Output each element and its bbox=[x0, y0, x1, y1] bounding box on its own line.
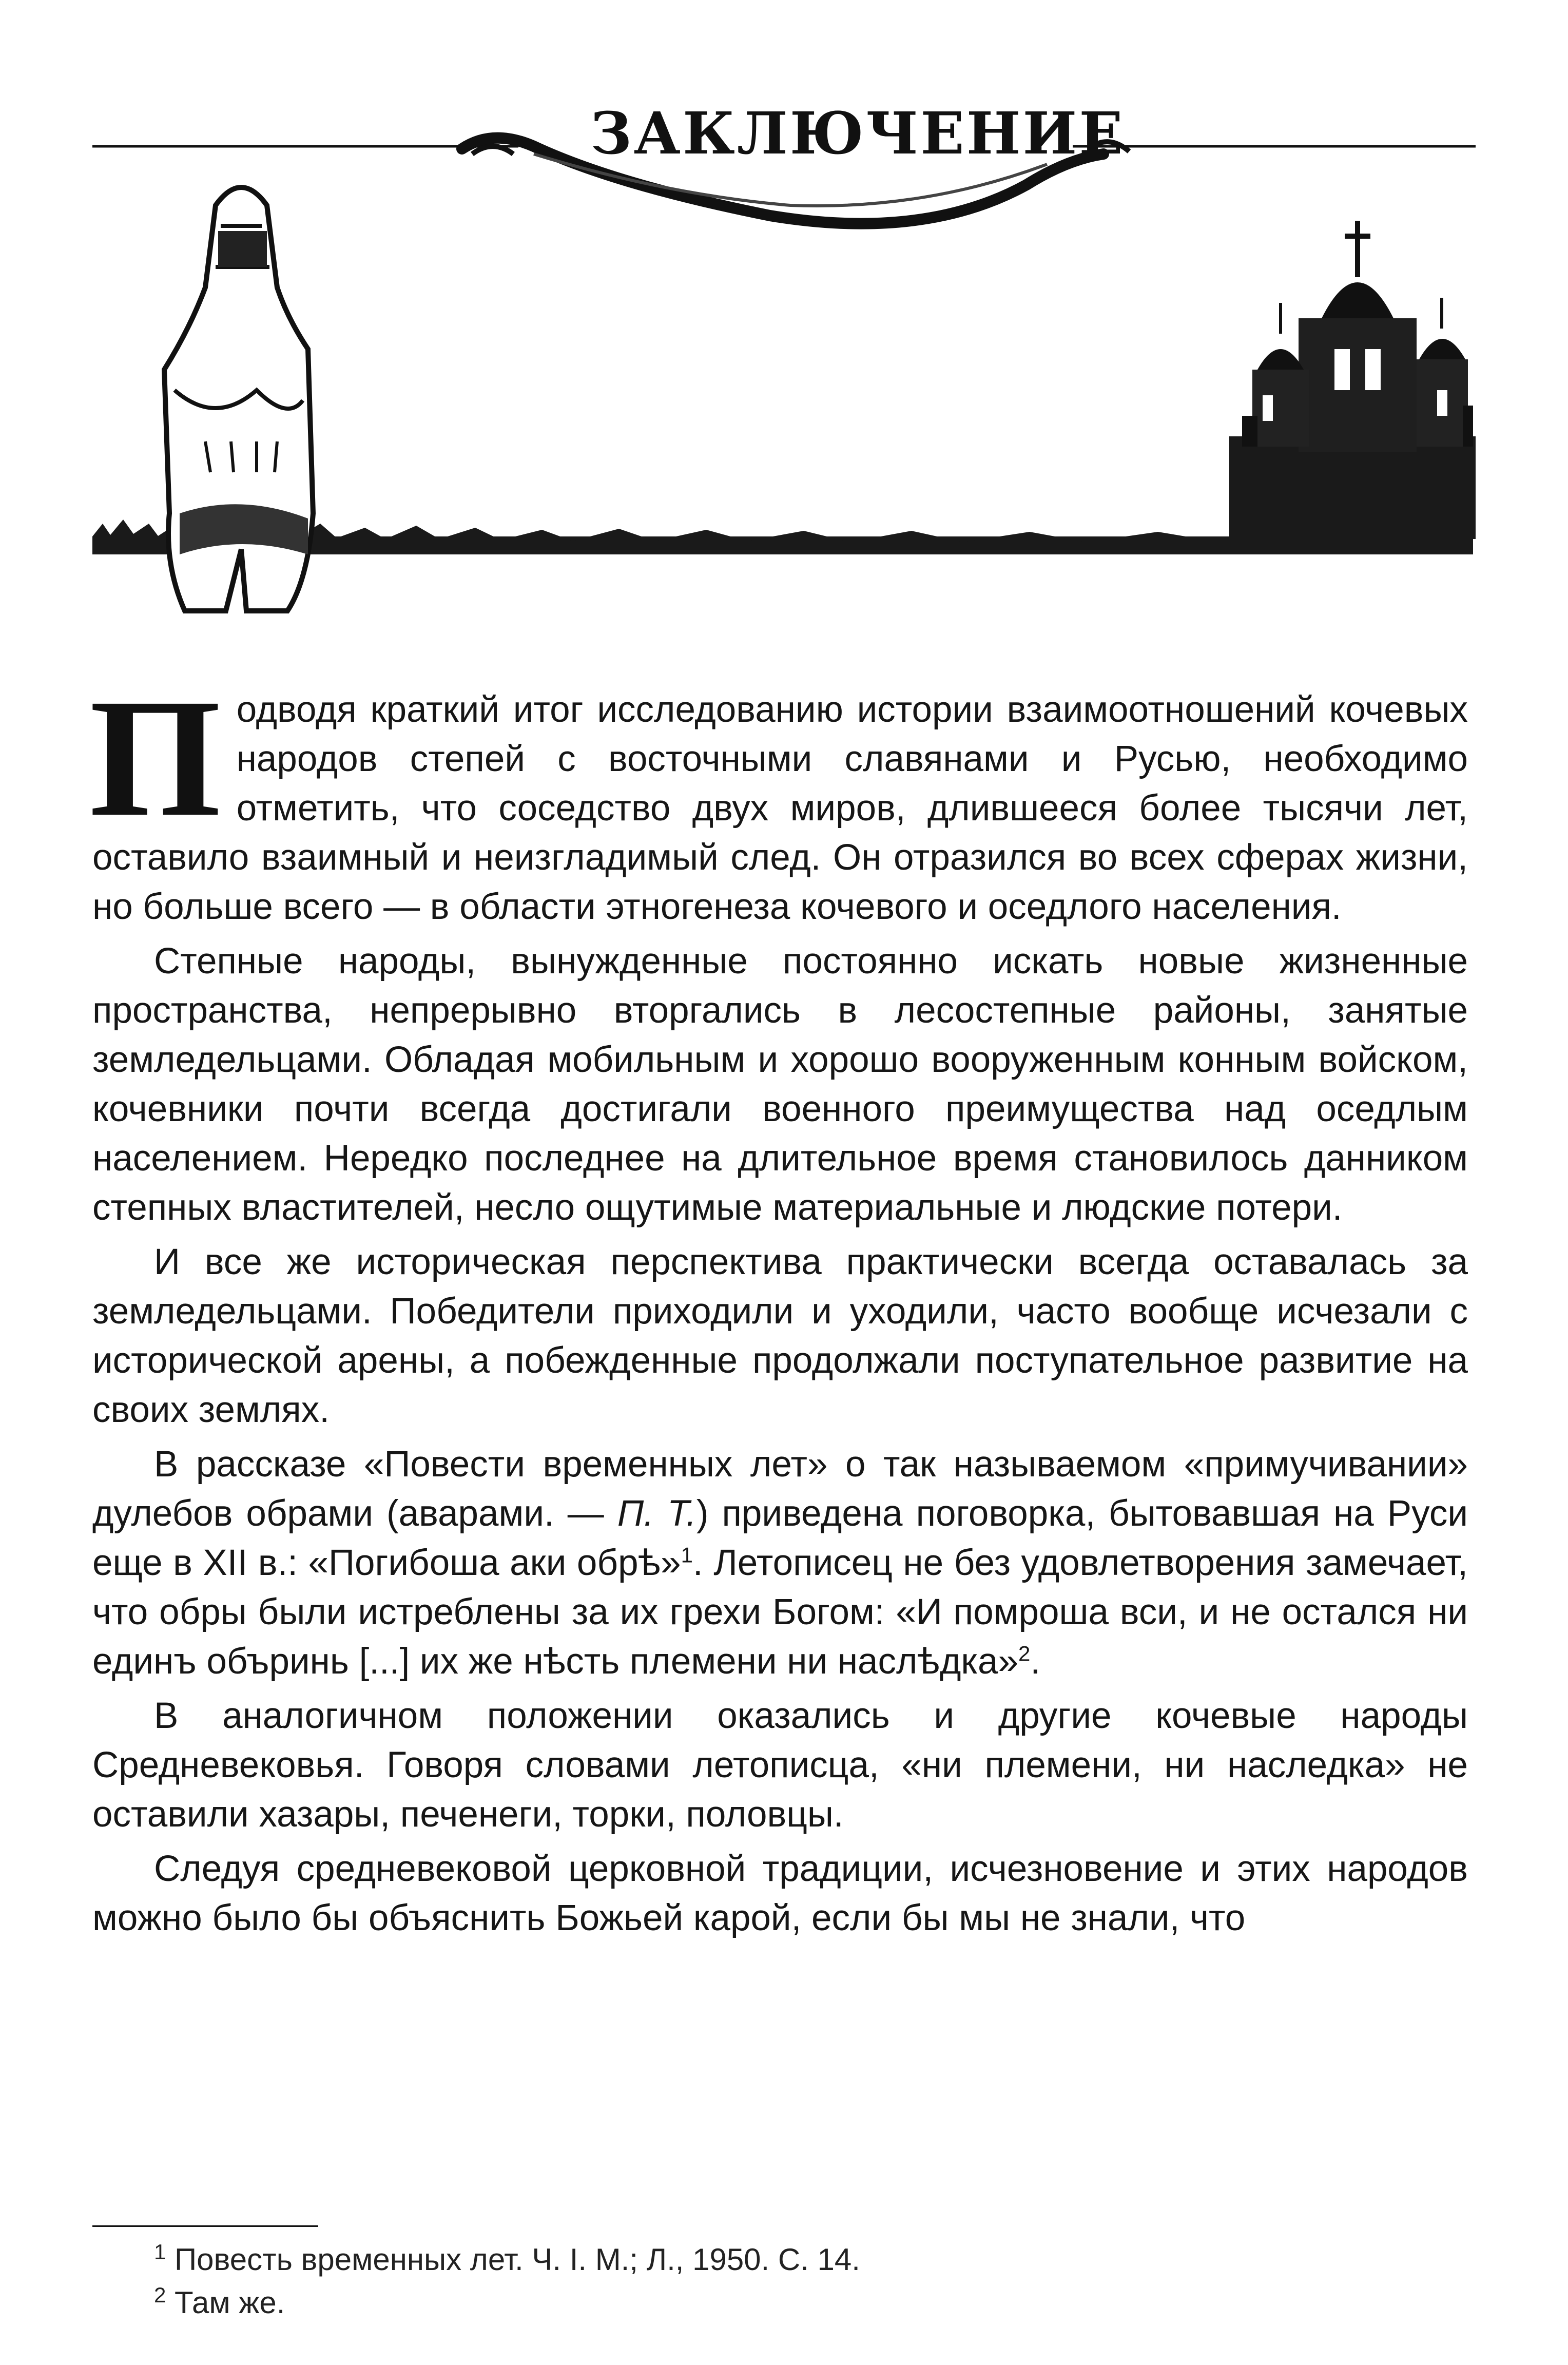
body-text bbox=[89, 664, 1468, 1948]
footnote-2-mark: 2 bbox=[154, 2283, 166, 2307]
paragraph-6: Следуя средневековой церковной традиции, исчезновение и этих народов можно было бы объяснить Божьей карой, если бы мы не знали, что bbox=[92, 1849, 1468, 1938]
paragraph-1 bbox=[89, 664, 1468, 932]
footnote-1-text: Повесть временных лет. Ч. I. М.; Л., 1950. С. 14. bbox=[175, 2242, 860, 2277]
footnote-2 bbox=[154, 2281, 1386, 2324]
chapter-header bbox=[0, 0, 1568, 631]
paragraph-3: И все же историческая перспектива практически всегда оставалась за земледельцами. Победители приходили и уходили, часто вообще исчезали с исторической арены, а побежденные продолжали поступательное развитие на своих землях. bbox=[92, 1242, 1468, 1430]
paragraph-4-part3: . Летописец не без удовлетворения замечает, что обры были истреблены за их грехи Богом: «И помроша вси, и не остался ни единъ объринь [...] их же нѣсть племени ни наслѣдка» bbox=[92, 1543, 1468, 1682]
footnote-1-mark: 1 bbox=[154, 2240, 166, 2264]
drop-cap: П bbox=[89, 664, 221, 852]
footnote-ref-2[interactable]: 2 bbox=[1018, 1641, 1031, 1666]
ornament-curl-left bbox=[472, 146, 513, 154]
header-illustration bbox=[0, 0, 1568, 631]
paragraph-2: Степные народы, вынужденные постоянно искать новые жизненные пространства, непрерывно вторгались в лесостепные районы, занятые земледельцами. Обладая мобильным и хорошо вооруженным конным войском, кочевники почти всегда достигали военного преимущества над оседлым населением. Нередко последнее на длительное время становилось данником степных властителей, несло ощутимые материальные и людские потери. bbox=[92, 941, 1468, 1228]
footnote-ref-1[interactable]: 1 bbox=[681, 1543, 693, 1567]
footnote-1 bbox=[154, 2238, 1386, 2281]
paragraph-4 bbox=[92, 1440, 1468, 1686]
footnotes bbox=[154, 2238, 1386, 2324]
author-initials: П. Т. bbox=[617, 1493, 696, 1534]
footnote-2-text: Там же. bbox=[175, 2285, 285, 2320]
footnote-rule bbox=[92, 2225, 318, 2227]
stone-idol-figure bbox=[164, 187, 313, 611]
paragraph-4-part2: ) приведена поговорка, бытовавшая на Руси еще в XII в.: «Погибоша аки обрѣ» bbox=[92, 1493, 1468, 1583]
paragraph-5: В аналогичном положении оказались и другие кочевые народы Средневековья. Говоря словами летописца, «ни племени, ни наследка» не оставили хазары, печенеги, торки, половцы. bbox=[92, 1696, 1468, 1835]
paragraph-4-part4: . bbox=[1030, 1641, 1041, 1682]
chapter-title: ЗАКЛЮЧЕНИЕ bbox=[590, 100, 1125, 167]
church-silhouette bbox=[1229, 221, 1476, 539]
paragraph-1-text: одводя краткий итог исследованию истории взаимоотношений кочевых народов степей с восточными славянами и Русью, необходимо отметить, что соседство двух миров, длившееся более тысячи лет, оставило взаимный и неизгладимый след. Он отразился во всех сферах жизни, но больше всего — в области этногенеза кочевого и оседлого населения. bbox=[92, 689, 1468, 927]
paragraph-4-part1: В рассказе «Повести временных лет» о так называемом «примучивании» дулебов обрами (аварами. — bbox=[92, 1444, 1468, 1534]
